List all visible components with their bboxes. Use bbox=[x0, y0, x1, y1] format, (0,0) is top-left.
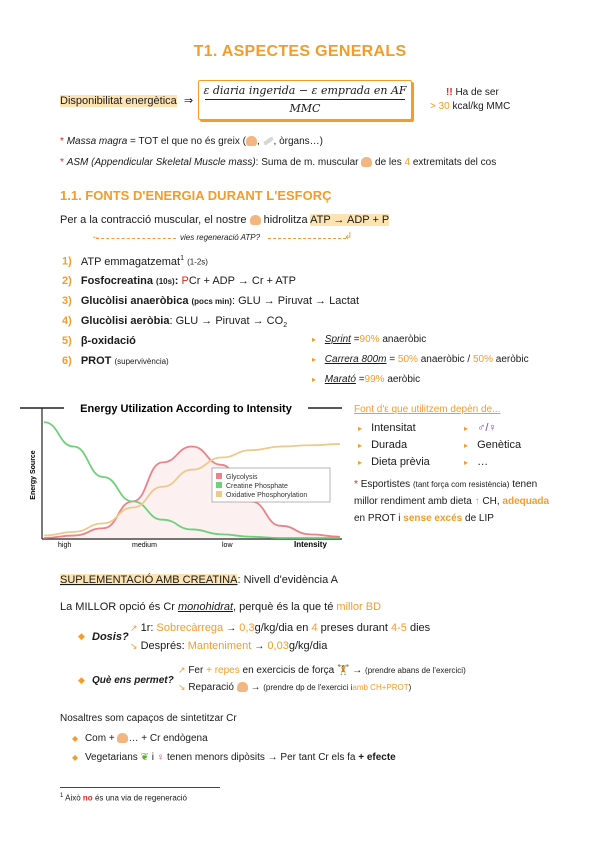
label: Dieta prèvia bbox=[371, 456, 430, 468]
sport-item bbox=[312, 354, 529, 365]
phospho-p: P bbox=[181, 275, 189, 287]
text: de les bbox=[375, 157, 402, 168]
item-number: 6) bbox=[62, 355, 72, 367]
text: de LIP bbox=[465, 513, 494, 524]
up-arrow: ↑ bbox=[474, 496, 480, 507]
formula-label: Disponibilitat energètica bbox=[60, 95, 177, 107]
fuel-item bbox=[464, 454, 521, 471]
item-detail: (1-2s) bbox=[187, 257, 208, 267]
term: ASM (Appendicular Skeletal Muscle mass) bbox=[66, 157, 256, 168]
text: i bbox=[151, 752, 154, 763]
star: * bbox=[60, 136, 64, 147]
fuel-item bbox=[358, 454, 430, 471]
text: preses durant bbox=[320, 622, 388, 634]
source-item: 2) Fosfocreatina (10s): PCr + ADP → Cr + ATP bbox=[62, 275, 296, 287]
text: : Suma de m. muscular bbox=[255, 157, 359, 168]
pct: 99% bbox=[364, 374, 385, 385]
number: 4 bbox=[404, 157, 411, 168]
text: en PROT i bbox=[354, 513, 401, 524]
legend-label: Glycolysis bbox=[226, 474, 258, 481]
item-number: 3) bbox=[62, 295, 72, 307]
page-title: T1. ASPECTES GENERALS bbox=[193, 43, 407, 60]
dumbbell-icon: 🏋 bbox=[337, 665, 350, 676]
legend-label: Oxidative Phosphorylation bbox=[226, 492, 308, 499]
text: (prendre abans de l'exercici) bbox=[365, 666, 466, 675]
arrow-hook: ↲ bbox=[344, 231, 353, 242]
muscle-icon bbox=[361, 157, 372, 167]
formula-denominator: MMC bbox=[289, 102, 321, 115]
fraction-bar bbox=[205, 99, 405, 100]
footnote-rule bbox=[60, 787, 220, 788]
text: 1r: bbox=[140, 622, 154, 634]
fuel-item bbox=[464, 420, 521, 437]
muscle-icon bbox=[250, 215, 261, 225]
def-massa-magra: * Massa magra = TOT el que no és greix ( , , òrgans…) bbox=[60, 136, 323, 147]
pct: 50% bbox=[397, 354, 418, 365]
label: Intensitat bbox=[371, 422, 416, 434]
arrow-head-left: ← bbox=[91, 231, 101, 242]
text: + repes bbox=[206, 665, 240, 676]
text: és una via de regeneració bbox=[94, 793, 187, 803]
text: en exercicis de força bbox=[242, 665, 335, 676]
female-icon: ♀ bbox=[156, 752, 165, 763]
text: ) bbox=[408, 683, 412, 692]
chart-title: Energy Utilization According to Intensity bbox=[80, 403, 292, 415]
dose-2 bbox=[130, 640, 327, 652]
item-number: 1) bbox=[62, 255, 72, 268]
type: anaeròbic bbox=[382, 334, 427, 345]
item-detail: : GLU → Piruvat → Lactat bbox=[231, 295, 360, 307]
item-label: PROT bbox=[80, 355, 112, 367]
text: Això bbox=[65, 793, 81, 803]
arrow-up-right-icon: ↗ bbox=[130, 623, 138, 633]
source-item bbox=[62, 315, 287, 329]
synth-item-1 bbox=[72, 733, 208, 744]
legend-swatch-oxidative bbox=[216, 491, 222, 497]
sport-name: Carrera 800m bbox=[324, 354, 387, 365]
bullet-icon: ▸ bbox=[464, 441, 469, 450]
x-tick-label: low bbox=[222, 542, 233, 549]
eq: = bbox=[358, 374, 365, 385]
bullet-icon: ▸ bbox=[312, 375, 317, 384]
y-axis-label: Energy Source bbox=[30, 450, 37, 500]
text: 0,3 bbox=[239, 622, 255, 634]
text: tenen millor rendiment amb dieta bbox=[354, 479, 538, 507]
regen-label: vies regeneració ATP? bbox=[180, 233, 261, 242]
text: Sobrecàrrega bbox=[156, 622, 224, 634]
bullet-icon: ▸ bbox=[358, 458, 363, 467]
item-label: Glucòlisi anaeròbica bbox=[80, 295, 189, 307]
text: no bbox=[82, 793, 93, 803]
fuel-list-left bbox=[358, 420, 430, 471]
heading-highlight: SUPLEMENTACIÓ AMB CREATINA bbox=[60, 574, 238, 586]
pct: 50% bbox=[472, 354, 493, 365]
type: aeròbic bbox=[495, 354, 529, 365]
footnote-ref: 1 bbox=[180, 255, 184, 262]
dose-1 bbox=[130, 622, 430, 634]
star: * bbox=[60, 157, 64, 168]
diamond-icon: ◆ bbox=[78, 675, 85, 685]
legend-swatch-creatine bbox=[216, 482, 222, 488]
sport-item bbox=[312, 374, 420, 385]
synth-item-2 bbox=[72, 752, 396, 763]
text: → bbox=[352, 665, 363, 676]
allow-1 bbox=[178, 665, 466, 676]
label: … bbox=[477, 456, 489, 468]
legend-swatch-glycolysis bbox=[216, 473, 222, 479]
item-detail: : GLU → Piruvat → CO bbox=[169, 315, 284, 327]
section-heading: 1.1. FONTS D'ENERGIA DURANT L'ESFORÇ bbox=[60, 188, 332, 203]
text: + efecte bbox=[358, 752, 396, 763]
pct: 90% bbox=[359, 334, 380, 345]
text: La MILLOR opció és Cr bbox=[60, 601, 175, 613]
source-item bbox=[62, 355, 169, 367]
source-item bbox=[62, 255, 208, 268]
bullet-icon: ▸ bbox=[464, 458, 469, 467]
bullet-icon: ▸ bbox=[358, 441, 363, 450]
arrow-down-right-icon: ↘ bbox=[130, 641, 138, 651]
text: = TOT el que no és greix ( bbox=[130, 136, 246, 147]
formula-note bbox=[424, 86, 510, 114]
fuel-item bbox=[358, 420, 430, 437]
label: Durada bbox=[371, 439, 408, 451]
text: Reparació bbox=[188, 682, 234, 693]
muscle-icon bbox=[237, 682, 248, 692]
bone-icon bbox=[262, 137, 273, 147]
text: monohidrat bbox=[178, 601, 234, 613]
text: (prendre dp de l'exercici i bbox=[263, 683, 353, 692]
item-number: 2) bbox=[62, 275, 72, 287]
text: adequada bbox=[502, 496, 550, 507]
fuel-heading: Font d'ε que utilitzem depèn de... bbox=[354, 404, 501, 415]
text: Manteniment bbox=[187, 640, 252, 652]
legend-label: Creatine Phosphate bbox=[226, 483, 288, 490]
bullet-icon: ▸ bbox=[312, 355, 317, 364]
text: (tant força com resistència) bbox=[412, 480, 510, 489]
text: → bbox=[226, 623, 237, 634]
sport-item bbox=[312, 334, 426, 345]
footnote-number: 1 bbox=[60, 793, 64, 799]
text: Vegetarians bbox=[84, 752, 138, 763]
def-asm bbox=[60, 157, 496, 168]
item-detail: Cr + ADP → Cr + ATP bbox=[188, 275, 296, 287]
fuel-list-right bbox=[464, 420, 521, 471]
athletes-note bbox=[354, 476, 550, 527]
text: , òrgans…) bbox=[273, 136, 323, 147]
synth-text: Nosaltres som capaços de sintetitzar Cr bbox=[60, 713, 237, 724]
contraction-text bbox=[60, 214, 389, 226]
item-label: β-oxidació bbox=[80, 335, 136, 347]
dashed-arrow-left bbox=[96, 238, 176, 239]
formula-label-wrap bbox=[60, 94, 193, 107]
item-number: 4) bbox=[62, 315, 72, 327]
text: Després: bbox=[140, 640, 185, 652]
x-tick-label: medium bbox=[132, 542, 157, 549]
text: g/kg/dia en bbox=[254, 622, 309, 634]
text: CH, bbox=[482, 496, 500, 507]
source-item bbox=[62, 295, 359, 307]
implies-arrow: ⇒ bbox=[183, 95, 194, 107]
text: g/kg/dia bbox=[288, 640, 328, 652]
text: → bbox=[250, 682, 261, 693]
formula-box bbox=[198, 80, 412, 120]
sport-name: Marató bbox=[324, 374, 356, 385]
footnote bbox=[60, 793, 187, 803]
leaf-icon: ❦ bbox=[140, 752, 149, 763]
muscle-icon bbox=[117, 733, 128, 743]
allow-2 bbox=[178, 682, 411, 693]
text: Fer bbox=[188, 665, 204, 676]
energy-chart bbox=[18, 400, 344, 550]
x-tick-label: high bbox=[58, 542, 72, 549]
text: tenen menors dipòsits → Per tant Cr els fa bbox=[167, 752, 356, 763]
item-label: Glucòlisi aeròbia bbox=[80, 315, 170, 327]
type: aeròbic bbox=[387, 374, 421, 385]
type: anaeròbic / bbox=[420, 354, 471, 365]
item-tag: (supervivència) bbox=[114, 357, 169, 366]
text: sense excés bbox=[403, 513, 463, 524]
text: extremitats del cos bbox=[412, 157, 497, 168]
warning-mark: !! bbox=[446, 87, 453, 98]
label: Genètica bbox=[477, 439, 522, 451]
note-text: Ha de ser bbox=[455, 87, 499, 98]
heading-rest: : Nivell d'evidència A bbox=[237, 574, 339, 586]
text: hidrolitza bbox=[263, 214, 308, 226]
item-tag: (10s) bbox=[156, 277, 175, 286]
text: → bbox=[254, 641, 265, 652]
x-axis-label: Intensity bbox=[294, 540, 327, 549]
text: dies bbox=[409, 622, 431, 634]
text: Com + bbox=[84, 733, 115, 744]
diamond-icon: ◆ bbox=[72, 734, 79, 743]
term: Massa magra bbox=[66, 136, 128, 147]
item-label: ATP emmagatzemat bbox=[80, 255, 181, 268]
bullet-icon: ▸ bbox=[464, 424, 469, 433]
text: 0,03 bbox=[267, 640, 289, 652]
arrow-up-right-icon: ↗ bbox=[178, 665, 186, 675]
note-threshold: > 30 bbox=[430, 101, 450, 112]
supplement-heading bbox=[60, 574, 338, 586]
bullet-icon: ▸ bbox=[358, 424, 363, 433]
text: 4 bbox=[311, 622, 318, 634]
bullet-icon: ▸ bbox=[312, 335, 317, 344]
arrow-down-right-icon: ↘ bbox=[178, 682, 186, 692]
eq: = bbox=[353, 334, 360, 345]
fuel-item bbox=[358, 437, 430, 454]
best-option bbox=[60, 601, 381, 613]
text: millor BD bbox=[336, 601, 382, 613]
sex-symbols: ♂/♀ bbox=[477, 422, 497, 434]
dashed-arrow-right bbox=[268, 238, 346, 239]
diamond-icon: ◆ bbox=[78, 631, 85, 641]
subscript: 2 bbox=[283, 322, 288, 330]
text: … + Cr endògena bbox=[128, 733, 208, 744]
sport-name: Sprint bbox=[324, 334, 351, 345]
text: Esportistes bbox=[360, 479, 411, 490]
muscle-icon bbox=[246, 136, 257, 146]
diamond-icon: ◆ bbox=[72, 753, 79, 762]
text: amb CH+PROT bbox=[352, 683, 409, 692]
text: 4-5 bbox=[391, 622, 407, 634]
formula-numerator: ε diaria ingerida − ε emprada en AF bbox=[203, 84, 407, 97]
note-unit: kcal/kg MMC bbox=[452, 101, 511, 112]
text: Per a la contracció muscular, el nostre bbox=[60, 214, 247, 226]
item-label: Fosfocreatina bbox=[80, 275, 153, 287]
source-item bbox=[62, 335, 136, 347]
doses-label: Dosis? bbox=[92, 631, 129, 643]
eq: = bbox=[389, 354, 396, 365]
atp-equation: ATP → ADP + P bbox=[310, 214, 390, 226]
star: * bbox=[354, 479, 358, 490]
text: , perquè és la que té bbox=[233, 601, 334, 613]
item-number: 5) bbox=[62, 335, 72, 347]
allows-label: Què ens permet? bbox=[92, 675, 174, 686]
item-tag: (pocs min) bbox=[191, 297, 232, 306]
fuel-item bbox=[464, 437, 521, 454]
